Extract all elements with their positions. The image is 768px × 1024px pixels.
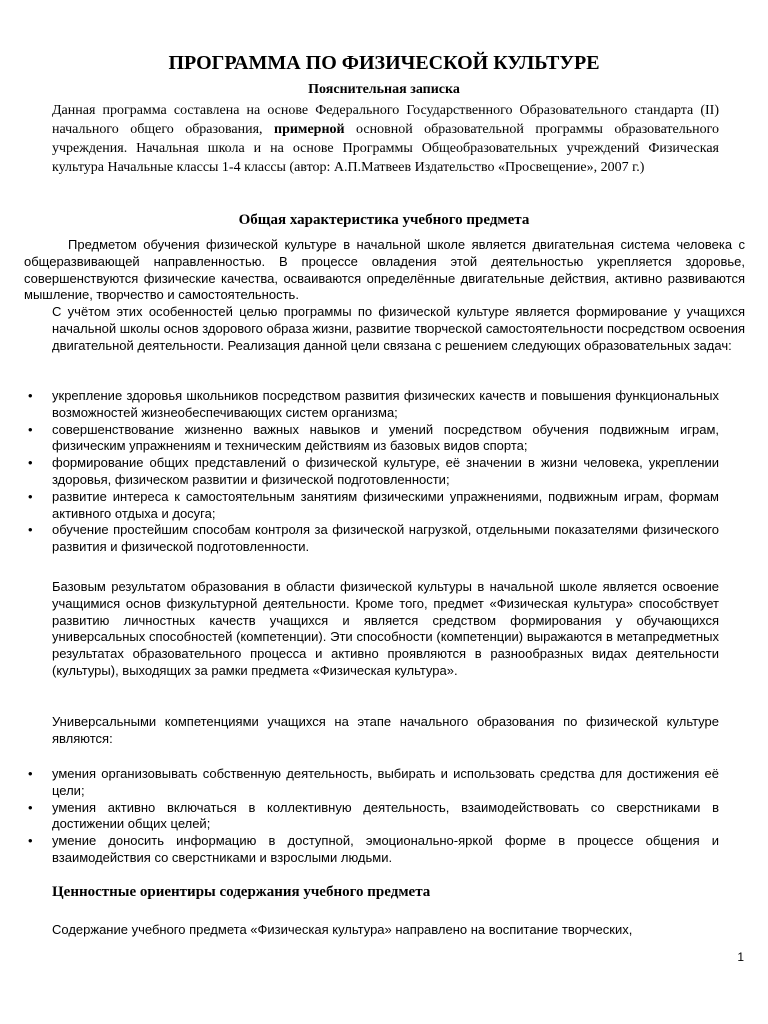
list-item-text: совершенствование жизненно важных навыков и умений посредством обучения подвижным играм, физическим упражнениям и техническим действиям из базовых видов спорта; bbox=[52, 421, 719, 454]
intro-text-part1: Данная программа составлена на основе Федерального Государственного Образовательного стандарта (II) начального общего образования, bbox=[52, 103, 719, 137]
bullet-icon: • bbox=[28, 455, 33, 471]
list-item-text: умение доносить информацию в доступной, эмоционально-яркой форме в процессе общения и взаимодействия со сверстниками и взрослыми людьми. bbox=[52, 833, 719, 865]
document-subtitle: Пояснительная записка bbox=[308, 82, 460, 97]
list-item-text: обучение простейшим способам контроля за физической нагрузкой, отдельными показателями физического развития и физической подготовленности. bbox=[52, 522, 719, 555]
tasks-list bbox=[28, 388, 719, 556]
section1-paragraph-2: С учётом этих особенностей целью программы по физической культуре является формирование у учащихся начальной школы основ здорового образа жизни, развитие творческой самостоятельности посредством освоения двигательной деятельности. Реализация данной цели связана с решением следующих образовательных задач: bbox=[52, 304, 745, 353]
base-result-paragraph: Базовым результатом образования в области физической культуры в начальной школе является освоение учащимися основ физкультурной деятельности. Кроме того, предмет «Физическая культура» способствует развитию личностных качеств учащихся и является средством формирования у обучающихся универсальных способностей (компетенции). Эти способности (компетенции) выражаются в метапредметных результатах образовательного процесса и активно проявляются в разнообразных видах деятельности (культуры), выходящих за рамки предмета «Физическая культура». bbox=[52, 579, 719, 678]
intro-text-part2: основной образовательной программы образовательного учреждения. Начальная школа и на основе Программы Общеобразовательных учреждений Физическая культура Начальные классы 1-4 классы (автор: А.П.Матвеев Издательство «Просвещение», 2007 г.) bbox=[52, 122, 720, 175]
list-item-text: умения активно включаться в коллективную деятельность, взаимодействовать со сверстниками в достижении общих целей; bbox=[52, 799, 719, 832]
list-item bbox=[28, 522, 719, 556]
competencies-list bbox=[28, 766, 719, 867]
list-item-text: укрепление здоровья школьников посредством развития физических качеств и повышения функциональных возможностей жизнеобеспечивающих систем организма; bbox=[52, 388, 719, 420]
list-item-text: формирование общих представлений о физической культуре, её значении в жизни человека, укреплении здоровья, физическом развитии и физической подготовленности; bbox=[52, 455, 719, 487]
bullet-icon: • bbox=[28, 522, 33, 538]
intro-text-bold: примерной bbox=[274, 122, 345, 137]
section2-heading: Ценностные ориентиры содержания учебного предмета bbox=[52, 884, 431, 900]
bullet-icon: • bbox=[28, 421, 33, 437]
list-item bbox=[28, 833, 719, 867]
universal-intro-paragraph: Универсальными компетенциями учащихся на этапе начального образования по физической культуре являются: bbox=[52, 714, 719, 746]
page-number: 1 bbox=[737, 950, 744, 964]
intro-paragraph bbox=[52, 101, 719, 177]
list-item bbox=[28, 799, 719, 834]
section1-heading: Общая характеристика учебного предмета bbox=[238, 212, 530, 228]
list-item bbox=[28, 421, 719, 456]
bullet-icon: • bbox=[28, 766, 33, 781]
document-title: ПРОГРАММА ПО ФИЗИЧЕСКОЙ КУЛЬТУРЕ bbox=[168, 52, 600, 74]
bullet-icon: • bbox=[28, 388, 33, 403]
section1-paragraph-1: Предметом обучения физической культуре в начальной школе является двигательная система человека с общеразвивающей направленностью. В процессе овладения этой деятельностью укрепляется здоровье, совершенствуются физические качества, осваиваются определённые двигательные действия, активно развиваются мышление, творчество и самостоятельность. bbox=[24, 237, 745, 303]
list-item-text: умения организовывать собственную деятельность, выбирать и использовать средства для достижения её цели; bbox=[52, 766, 719, 798]
bullet-icon: • bbox=[28, 833, 33, 849]
list-item-text: развитие интереса к самостоятельным занятиям физическими упражнениями, подвижным играм, формам активного отдыха и досуга; bbox=[52, 488, 719, 521]
list-item bbox=[28, 488, 719, 523]
bullet-icon: • bbox=[28, 799, 33, 815]
section2-paragraph-1: Содержание учебного предмета «Физическая культура» направлено на воспитание творческих, bbox=[52, 922, 633, 937]
list-item bbox=[28, 388, 719, 422]
list-item bbox=[28, 455, 719, 489]
bullet-icon: • bbox=[28, 488, 33, 504]
list-item bbox=[28, 766, 719, 800]
